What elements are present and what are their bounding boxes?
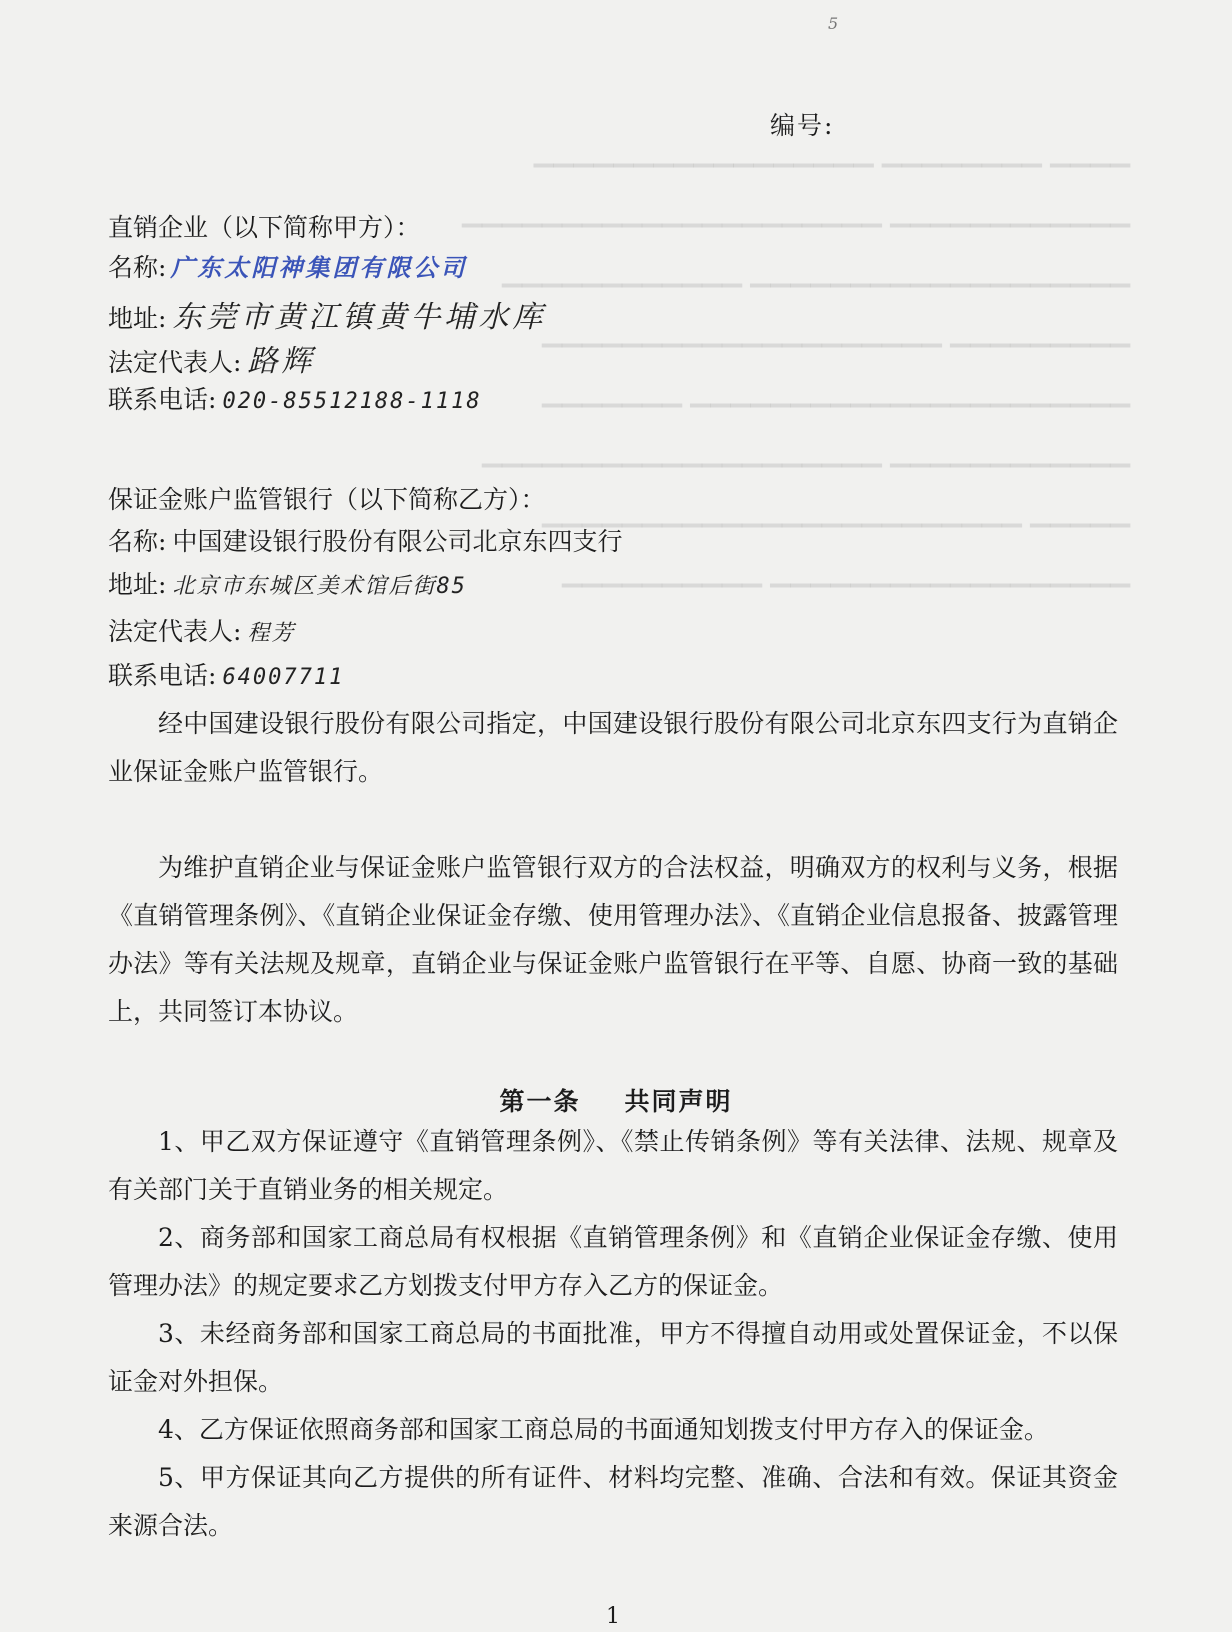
party-b-heading: 保证金账户监管银行（以下简称乙方）： [108, 485, 546, 514]
party-a-rep-value: 路辉 [247, 344, 316, 379]
party-a-address-value: 东莞市黄江镇黄牛埔水库 [172, 300, 547, 335]
party-b-phone-value: 64007711 [222, 665, 345, 690]
party-b-phone-row [108, 656, 344, 692]
article-one-title: 共同声明 [624, 1087, 733, 1116]
party-a-address-row [108, 292, 546, 336]
party-a-phone-row [108, 380, 482, 416]
purpose-paragraph: 为维护直销企业与保证金账户监管银行双方的合法权益，明确双方的权利与义务，根据《直销管理条例》、《直销企业保证金存缴、使用管理办法》、《直销企业信息报备、披露管理办法》等有关法规及规章，直销企业与保证金账户监管银行在平等、自愿、协商一致的基础上，共同签订本协议。 [108, 853, 1118, 1026]
article-one-number: 第一条 [499, 1087, 581, 1116]
party-b-address-label: 地址: [108, 570, 167, 599]
article-one-clause-4: 4、乙方保证依照商务部和国家工商总局的书面通知划拨支付甲方存入的保证金。 [158, 1415, 1049, 1444]
party-a-phone-label: 联系电话: [108, 385, 217, 414]
party-b-rep-value: 程芳 [247, 621, 296, 646]
party-b-rep-label: 法定代表人: [108, 617, 242, 646]
party-b-name-row [108, 522, 622, 558]
article-one-clause-3: 3、未经商务部和国家工商总局的书面批准，甲方不得擅自动用或处置保证金，不以保证金对外担保。 [108, 1319, 1118, 1396]
party-b-phone-label: 联系电话: [108, 661, 217, 690]
margin-mark: 5 [828, 14, 839, 33]
party-b-name-value: 中国建设银行股份有限公司北京东四支行 [172, 527, 623, 556]
article-one-heading [0, 1082, 1232, 1118]
party-b-address-value: 北京市东城区美术馆后街85 [172, 574, 467, 599]
article-one-clause-1: 1、甲乙双方保证遵守《直销管理条例》、《禁止传销条例》等有关法律、法规、规章及有关部门关于直销业务的相关规定。 [108, 1127, 1118, 1204]
party-a-phone-value: 020-85512188-1118 [222, 389, 482, 414]
bleed-through-texture: ▁▁▁▁ ▁▁▁▁▁▁▁▁ ▁▁▁▁▁▁▁▁▁▁▁▁▁▁▁▁▁ ▁▁▁▁▁▁▁▁▁▁▁▁ ▁▁▁▁▁▁▁▁▁▁▁▁▁▁▁▁▁▁▁▁▁ ▁▁▁▁▁▁▁▁▁▁▁▁▁▁▁▁▁▁▁ ▁▁▁▁▁▁▁▁▁▁▁▁ ▁▁▁▁▁▁▁▁▁ ▁▁▁▁▁▁▁▁▁▁▁▁▁▁▁▁▁▁▁▁ ▁▁▁▁▁▁▁▁▁▁▁▁▁▁▁▁▁▁▁▁▁▁ ▁▁▁▁▁▁▁ ▁▁▁▁▁▁▁▁▁▁▁▁ ▁▁▁▁▁▁▁▁▁▁▁▁▁▁▁▁▁▁▁▁ ▁▁▁▁▁ ▁▁▁▁▁▁▁▁▁▁▁▁▁▁▁▁▁▁▁▁▁▁▁▁ ▁▁▁▁▁▁▁▁▁▁▁▁▁▁▁▁▁▁ ▁▁▁▁▁▁▁▁▁▁ [461, 138, 1130, 588]
article-one-clause-2: 2、商务部和国家工商总局有权根据《直销管理条例》和《直销企业保证金存缴、使用管理办法》的规定要求乙方划拨支付甲方存入乙方的保证金。 [108, 1223, 1118, 1300]
party-a-address-label: 地址: [108, 304, 167, 333]
party-a-rep-label: 法定代表人: [108, 348, 242, 377]
party-a-name-row [108, 248, 467, 284]
serial-number-label: 编号: [770, 111, 835, 140]
party-b-rep-row [108, 612, 295, 648]
party-a-rep-row [108, 336, 315, 380]
designation-paragraph: 经中国建设银行股份有限公司指定，中国建设银行股份有限公司北京东四支行为直销企业保证金账户监管银行。 [108, 709, 1118, 786]
page-number: 1 [606, 1604, 620, 1629]
party-a-heading: 直销企业（以下简称甲方）： [108, 213, 421, 242]
party-a-name-label: 名称: [108, 253, 167, 282]
article-one-clause-5: 5、甲方保证其向乙方提供的所有证件、材料均完整、准确、合法和有效。保证其资金来源合法。 [108, 1463, 1118, 1540]
party-a-name-value: 广东太阳神集团有限公司 [170, 254, 468, 282]
party-b-address-row [108, 565, 467, 601]
party-b-name-label: 名称: [108, 527, 167, 556]
